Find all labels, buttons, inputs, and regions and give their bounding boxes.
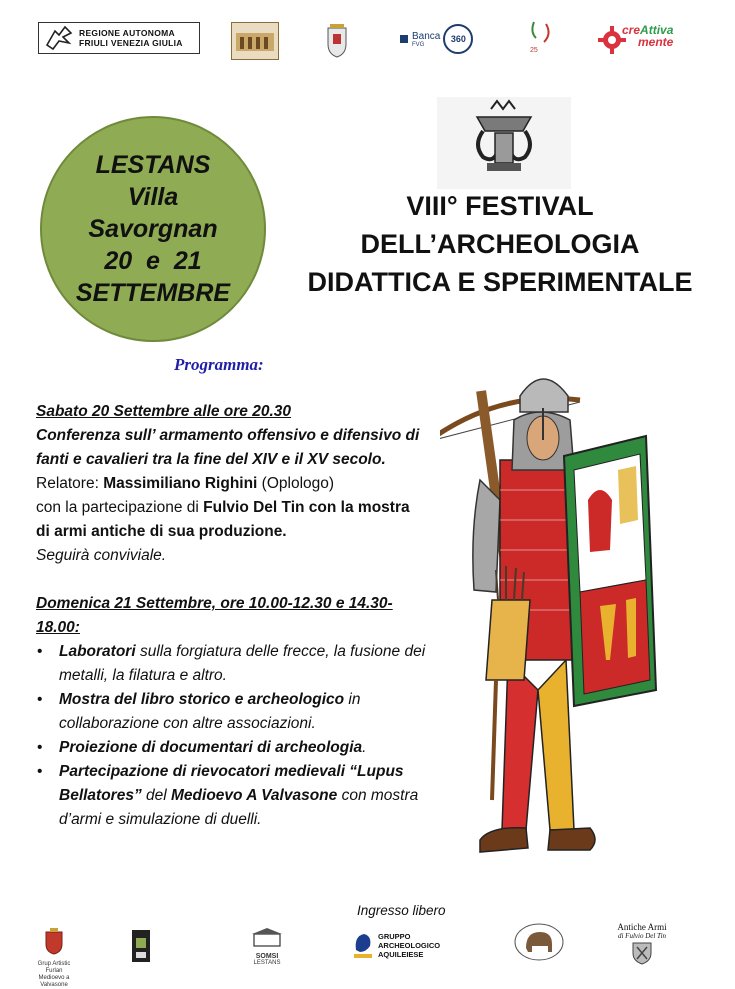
gruppo-archeologico-top-logo bbox=[231, 22, 279, 60]
banca-number: 360 bbox=[443, 24, 473, 54]
item-bold2: Medioevo A Valvasone bbox=[171, 787, 338, 804]
gruppo-line2: ARCHEOLOGICO bbox=[378, 940, 441, 950]
grup-artistic-furlan-logo bbox=[30, 928, 78, 989]
gruppo-line1: GRUPPO bbox=[378, 931, 411, 941]
antiche-armi-logo bbox=[612, 922, 672, 970]
item-rest: . bbox=[362, 739, 367, 756]
saturday-conference: Conferenza sull’ armamento offensivo e difensivo di fanti e cavalieri tra la fine del XIV e il XV secolo. bbox=[36, 427, 420, 468]
ingresso-libero: Ingresso libero bbox=[357, 903, 446, 918]
svg-text:25: 25 bbox=[530, 47, 538, 54]
title-line-3: DIDATTICA E SPERIMENTALE bbox=[307, 267, 693, 297]
saturday-heading: Sabato 20 Settembre alle ore 20.30 bbox=[36, 403, 292, 420]
bullet-icon: • bbox=[37, 763, 43, 780]
anniversary-logo-icon bbox=[526, 18, 556, 58]
antiche-line1: Antiche Armi bbox=[617, 922, 667, 932]
eagle-icon bbox=[45, 25, 73, 51]
badge-line-1: LESTANS bbox=[95, 151, 211, 179]
title-line-2: DELL’ARCHEOLOGIA bbox=[360, 229, 640, 259]
creattiva-cre: cre bbox=[622, 23, 641, 37]
creattiva-attiva: Attiva bbox=[640, 23, 674, 37]
festival-title bbox=[285, 187, 715, 301]
sunday-activities bbox=[36, 640, 426, 832]
item-rest: in collaborazione con altre associazioni. bbox=[59, 691, 361, 732]
bullet-icon: • bbox=[37, 739, 43, 756]
bullet-icon: • bbox=[37, 643, 43, 660]
item-bold: Partecipazione di rievocatori medievali “Lupus Bellatores” bbox=[59, 763, 404, 804]
grup-artistic-label: Grup Artistic Furlan bbox=[37, 961, 71, 974]
gruppo-archeologico-aquileiese-logo bbox=[352, 930, 452, 960]
somsi-logo bbox=[250, 928, 284, 967]
badge-line-4: 20 e 21 bbox=[104, 247, 202, 275]
tower-logo-icon bbox=[128, 928, 154, 964]
banca-name: Banca bbox=[412, 30, 441, 42]
list-item bbox=[36, 688, 426, 736]
badge-line-5: SETTEMBRE bbox=[75, 279, 231, 307]
festival-emblem-icon bbox=[437, 97, 571, 189]
list-item bbox=[36, 640, 426, 688]
relatore-prefix: Relatore: bbox=[36, 475, 104, 492]
program-details bbox=[36, 400, 426, 832]
item-bold: Proiezione di documentari di archeologia bbox=[59, 739, 363, 756]
bullet-icon: • bbox=[37, 691, 43, 708]
regione-line1: REGIONE AUTONOMA bbox=[79, 28, 175, 38]
relatore-name: Massimiliano Righini bbox=[103, 475, 258, 492]
banca-360-logo bbox=[400, 24, 473, 54]
bird-icon bbox=[352, 930, 374, 960]
item-bold: Mostra del libro storico e archeologico bbox=[59, 691, 345, 708]
grup-artistic-sub: Medioevo a Valvasone bbox=[38, 975, 70, 988]
elephant-logo-icon bbox=[508, 918, 570, 964]
square-icon bbox=[400, 35, 408, 43]
badge-line-2: Villa bbox=[127, 183, 179, 211]
title-line-1: VIII° FESTIVAL bbox=[406, 191, 594, 221]
item-rest: con mostra d’armi e simulazione di duelli. bbox=[59, 787, 419, 828]
building-icon bbox=[250, 928, 284, 948]
partecipazione-bold: Fulvio Del Tin con la mostra di armi antiche di sua produzione. bbox=[36, 499, 410, 540]
saturday-relatore bbox=[36, 472, 426, 496]
regione-fvg-logo bbox=[38, 22, 200, 54]
somsi-sub: LESTANS bbox=[253, 960, 281, 966]
shield-icon bbox=[631, 941, 653, 965]
sunday-heading: Domenica 21 Settembre, ore 10.00-12.30 e 14.30-18.00: bbox=[36, 595, 393, 636]
programma-heading: Programma: bbox=[174, 355, 264, 374]
comune-crest-icon bbox=[322, 22, 352, 60]
gruppo-line3: AQUILEIESE bbox=[378, 949, 424, 959]
crest-icon bbox=[30, 928, 78, 956]
banca-sub: FVG bbox=[412, 41, 425, 48]
list-item bbox=[36, 760, 426, 832]
saturday-partecipazione bbox=[36, 496, 426, 544]
item-mid: del bbox=[141, 787, 172, 804]
regione-line2: FRIULI VENEZIA GIULIA bbox=[79, 38, 183, 48]
partecipazione-prefix: con la partecipazione di bbox=[36, 499, 204, 516]
badge-line-3: Savorgnan bbox=[88, 215, 218, 243]
creattiva-mente: mente bbox=[638, 35, 674, 49]
saturday-conviviale: Seguirà conviviale. bbox=[36, 547, 167, 564]
somsi-label: SOMSI bbox=[255, 953, 279, 960]
list-item bbox=[36, 736, 426, 760]
relatore-role: (Oplologo) bbox=[257, 475, 335, 492]
item-rest: sulla forgiatura delle frecce, la fusione dei metalli, la filatura e altro. bbox=[59, 643, 426, 684]
ruins-icon bbox=[232, 23, 278, 59]
antiche-line2: di Fulvio Del Tin bbox=[617, 932, 667, 940]
medieval-crossbowman-illustration bbox=[440, 360, 680, 880]
creattiva-mente-logo bbox=[598, 22, 688, 56]
item-bold: Laboratori bbox=[59, 643, 136, 660]
event-location-badge bbox=[40, 116, 266, 342]
